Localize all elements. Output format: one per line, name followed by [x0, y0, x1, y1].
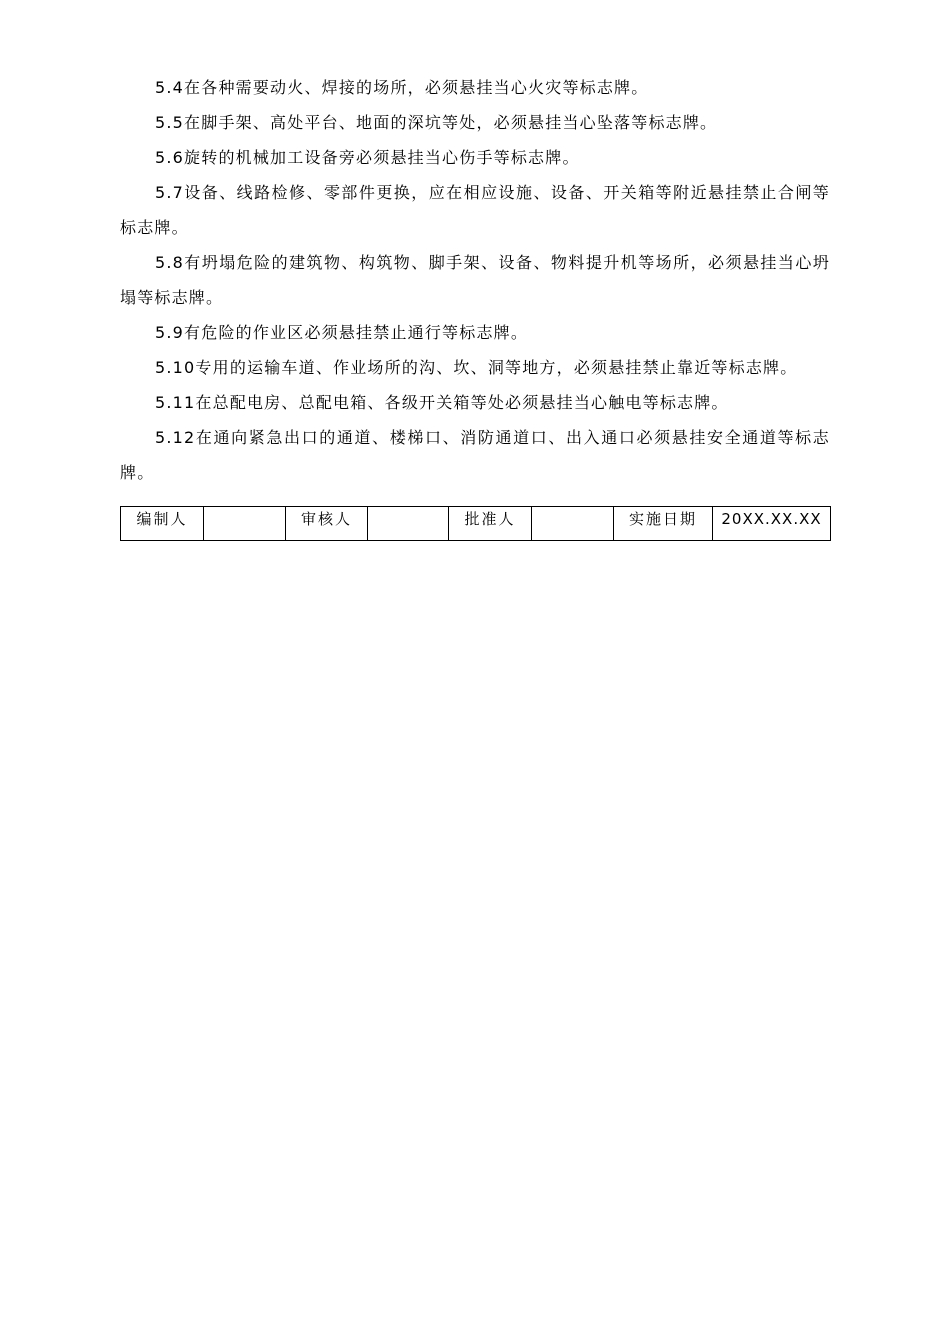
paragraph-5-8: 5.8有坍塌危险的建筑物、构筑物、脚手架、设备、物料提升机等场所，必须悬挂当心坍塌等标志牌。: [120, 253, 830, 307]
paragraph-5-12: 5.12在通向紧急出口的通道、楼梯口、消防通道口、出入通口必须悬挂安全通道等标志牌。: [120, 428, 830, 482]
paragraph-5-5: 5.5在脚手架、高处平台、地面的深坑等处，必须悬挂当心坠落等标志牌。: [155, 113, 718, 132]
paragraph-5-9: 5.9有危险的作业区必须悬挂禁止通行等标志牌。: [155, 323, 529, 342]
paragraph-5-11: 5.11在总配电房、总配电箱、各级开关箱等处必须悬挂当心触电等标志牌。: [155, 393, 729, 412]
compiler-value: [204, 507, 286, 541]
compiler-label: 编制人: [121, 507, 204, 541]
document-body: [120, 70, 830, 490]
paragraph-5-10: 5.10专用的运输车道、作业场所的沟、坎、洞等地方，必须悬挂禁止靠近等标志牌。: [155, 358, 798, 377]
approver-value: [532, 507, 614, 541]
approver-label: 批准人: [449, 507, 532, 541]
signoff-table: [120, 506, 831, 541]
paragraph-5-6: 5.6旋转的机械加工设备旁必须悬挂当心伤手等标志牌。: [155, 148, 580, 167]
reviewer-label: 审核人: [286, 507, 368, 541]
signoff-row: [121, 507, 831, 541]
implementation-date-label: 实施日期: [614, 507, 713, 541]
implementation-date-value: 20XX.XX.XX: [713, 507, 831, 541]
reviewer-value: [368, 507, 449, 541]
paragraph-5-4: 5.4在各种需要动火、焊接的场所，必须悬挂当心火灾等标志牌。: [155, 78, 649, 97]
paragraph-5-7: 5.7设备、线路检修、零部件更换，应在相应设施、设备、开关箱等附近悬挂禁止合闸等标志牌。: [120, 183, 830, 237]
